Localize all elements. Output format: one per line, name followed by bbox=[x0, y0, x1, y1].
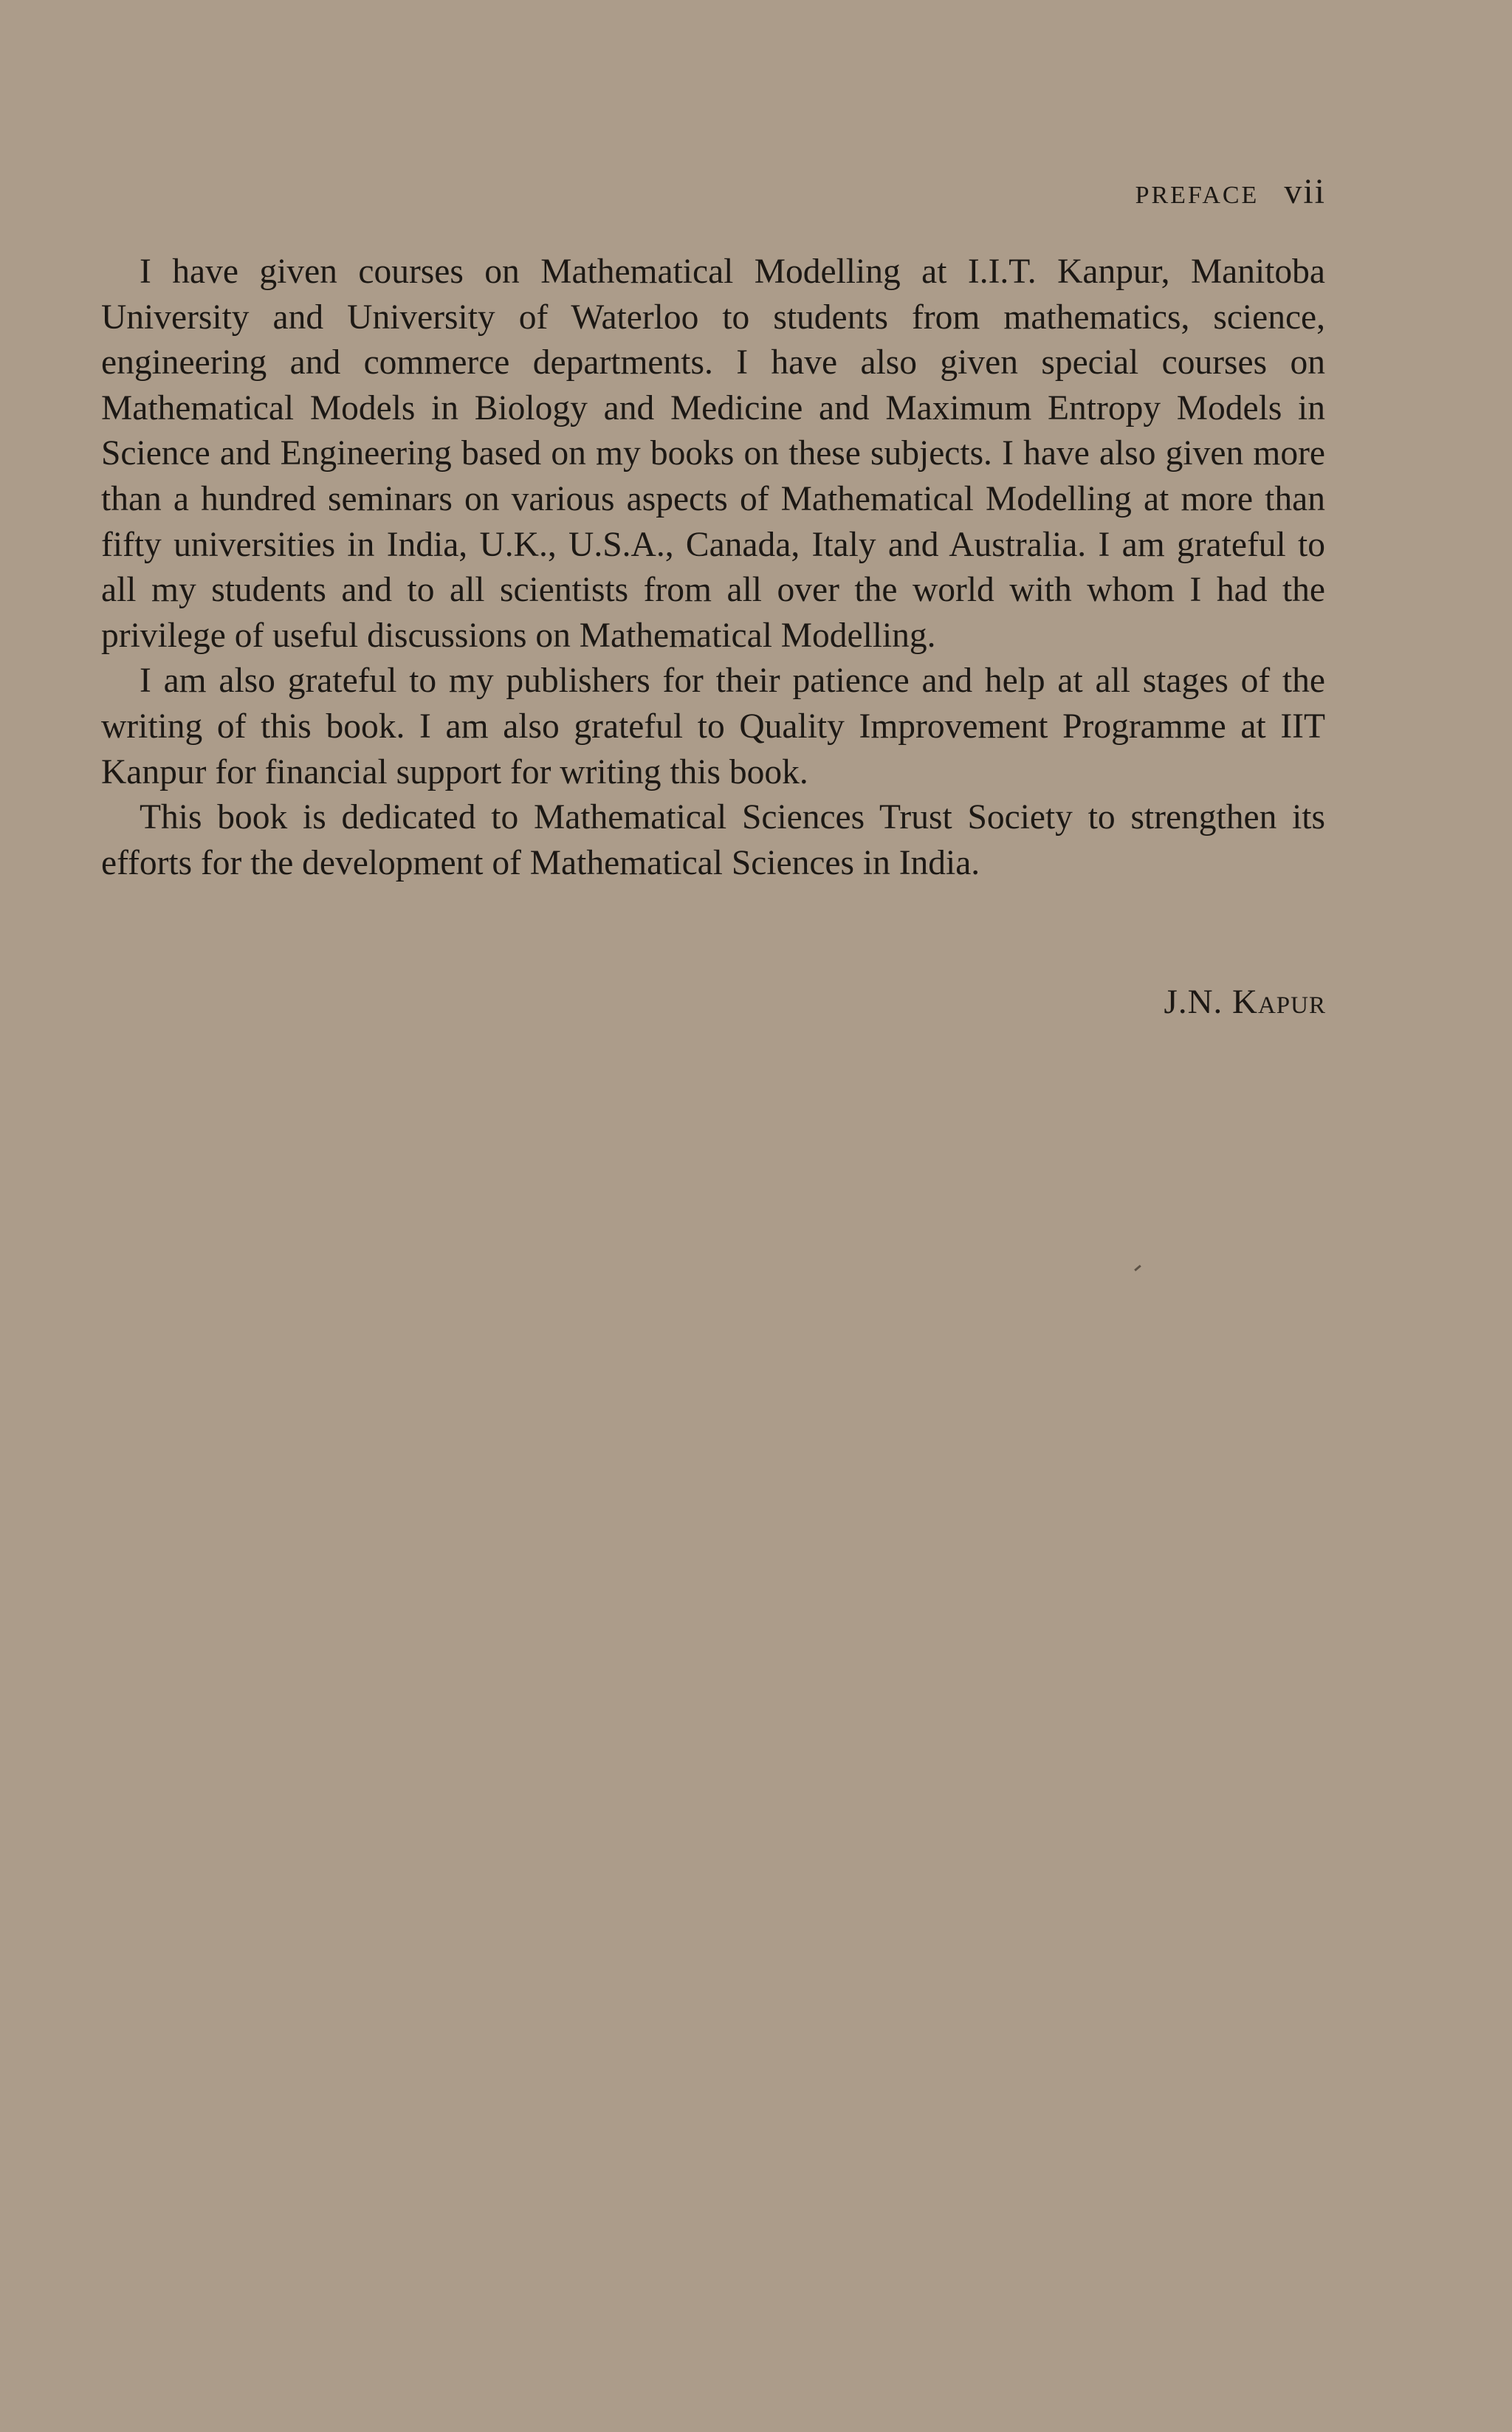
paragraph-3: This book is dedicated to Mathematical Sciences Trust Society to strengthen its efforts for the development of Mathematical Sciences in India. bbox=[101, 798, 1325, 882]
page-number: vii bbox=[1284, 172, 1326, 211]
paragraph-1: I have given courses on Mathematical Modelling at I.I.T. Kanpur, Manitoba University and University of Waterloo to students from mathematics, science, engineering and commerce departments. I have also given special courses on Mathematical Models in Biology and Medicine and Maximum Entropy Models in Science and Engineering based on my books on these subjects. I have also given more than a hundred seminars on various aspects of Mathematical Modelling at more than fifty universities in India, U.K., U.S.A., Canada, Italy and Australia. I am grateful to all my students and to all scientists from all over the world with whom I had the privilege of useful discussions on Mathematical Modelling. bbox=[101, 253, 1325, 655]
paper-speck bbox=[1134, 1265, 1141, 1271]
paragraph-2: I am also grateful to my publishers for their patience and help at all stages of the writing of this book. I am also grateful to Quality Improvement Programme at IIT Kanpur for financial support for writing this book. bbox=[101, 662, 1325, 791]
running-head bbox=[1135, 171, 1326, 212]
author-initials: J.N. bbox=[1164, 983, 1223, 1021]
running-head-title: preface bbox=[1135, 172, 1260, 211]
author-signature bbox=[1164, 982, 1326, 1022]
author-surname: Kapur bbox=[1232, 983, 1326, 1021]
preface-body bbox=[101, 250, 1325, 886]
